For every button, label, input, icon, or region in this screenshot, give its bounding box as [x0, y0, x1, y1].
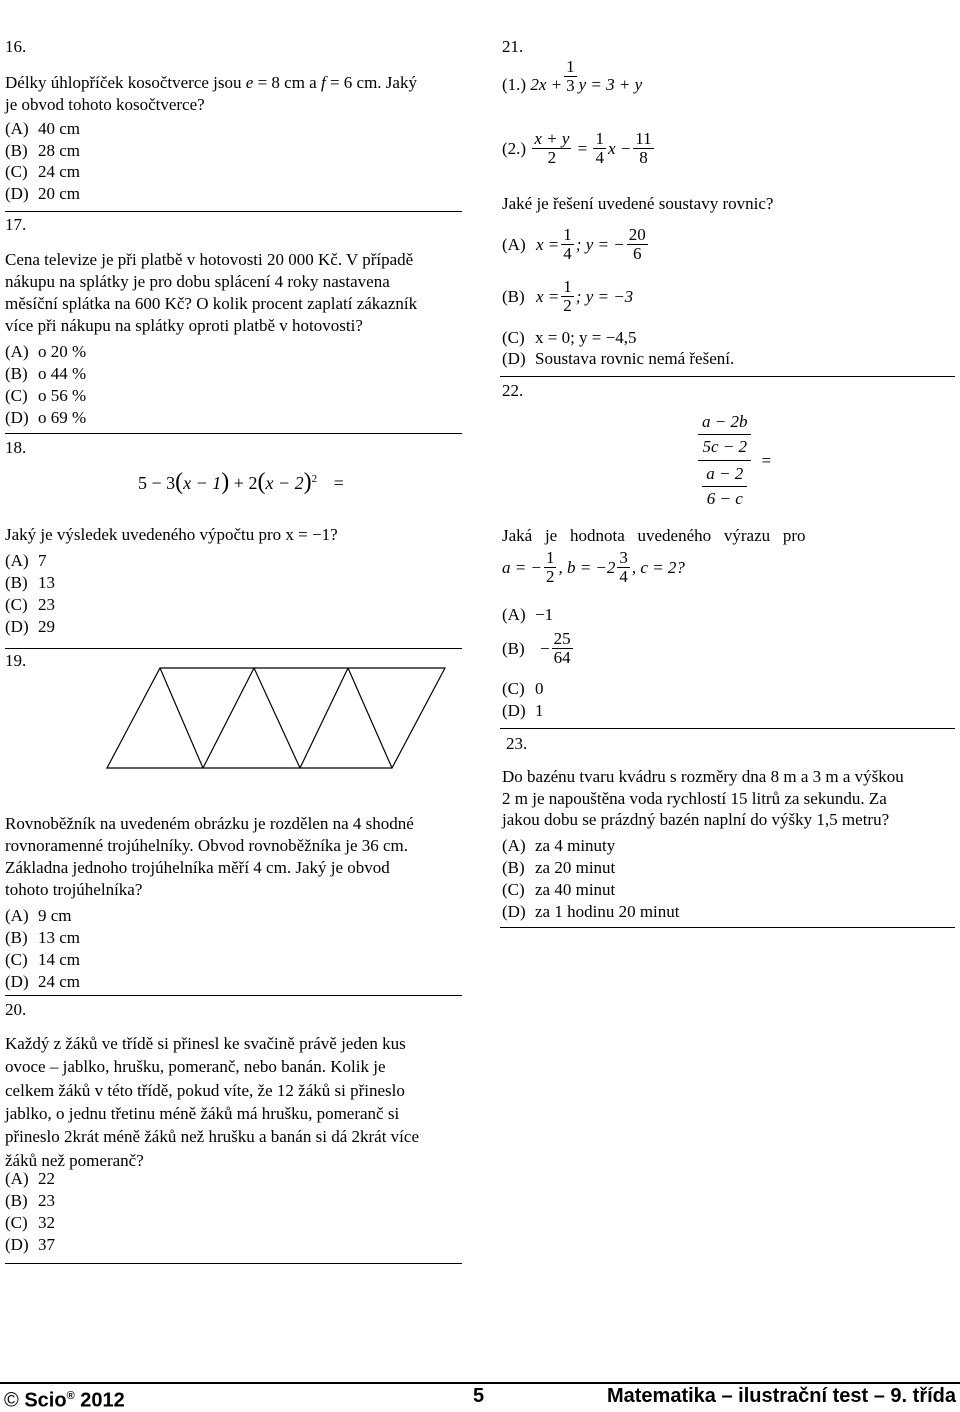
expr-part: x − 1 — [183, 473, 222, 493]
question-16-text-part: Délky úhlopříček kosočtverce jsou — [5, 73, 242, 92]
question-22-question-line1: Jaká je hodnota uvedeného výrazu pro — [502, 526, 806, 545]
complex-frac-top-den: 5c − 2 — [702, 437, 747, 456]
divider — [500, 927, 955, 928]
option-label: (B) — [5, 928, 28, 947]
option-label: (A) — [5, 551, 29, 570]
option-label: (D) — [5, 408, 29, 427]
equation-2 — [502, 130, 656, 167]
option-value: 13 — [38, 573, 55, 592]
option-c — [5, 949, 80, 971]
q-part: , c = 2? — [631, 557, 685, 577]
footer-title: Matematika – ilustrační test – 9. třída — [606, 1385, 956, 1407]
eq-part: y = 3 + y — [578, 75, 643, 94]
question-21-option-c — [502, 327, 637, 349]
frac-num: 1 — [566, 56, 575, 76]
text-line: více při nákupu na splátky oproti platbě v hotovosti? — [5, 316, 363, 335]
equals: = — [761, 450, 772, 470]
option-value: 7 — [38, 551, 47, 570]
expr-part: x − 2 — [265, 473, 304, 493]
divider — [5, 648, 462, 649]
eq-part: 2x + — [530, 75, 563, 94]
question-20-number: 20. — [5, 1000, 27, 1019]
question-23-number: 23. — [506, 734, 528, 753]
divider — [500, 376, 955, 377]
option-label: (D) — [502, 349, 526, 368]
option-label: (A) — [5, 1169, 29, 1188]
text-line: Základna jednoho trojúhelníka měří 4 cm. Jaký je obvod — [5, 858, 390, 877]
text-line: Do bazénu tvaru kvádru s rozměry dna 8 m a 3 m a výškou — [502, 767, 904, 786]
equals: = — [333, 473, 344, 493]
opt-part: x = — [536, 286, 560, 306]
text-line: rovnoramenné trojúhelníky. Obvod rovnoběžníka je 36 cm. — [5, 836, 409, 855]
question-18-number: 18. — [5, 438, 27, 457]
frac-num: 25 — [553, 629, 571, 648]
question-21-number: 21. — [502, 37, 524, 56]
option-label: (A) — [502, 234, 526, 254]
option-value: o 56 % — [38, 386, 87, 405]
option-value: 28 cm — [38, 140, 81, 160]
option-label: (A) — [502, 605, 526, 624]
question-16-eq1: = 8 cm a — [253, 73, 321, 92]
option-a — [502, 835, 615, 857]
option-label: (B) — [5, 140, 28, 160]
opt-part: ; y = −3 — [575, 286, 634, 306]
question-22-option-b — [502, 630, 575, 667]
option-d — [5, 407, 86, 429]
expr-part: + 2 — [229, 473, 258, 493]
option-value: za 20 minut — [535, 858, 616, 877]
question-16-eq2: = 6 cm. Jaký — [325, 73, 417, 92]
copyright-symbol: © — [4, 1389, 19, 1412]
option-value: 24 cm — [38, 162, 81, 181]
text-line: tohoto trojúhelníka? — [5, 880, 143, 899]
var-e: e — [245, 73, 254, 92]
question-16-text-line2: je obvod tohoto kosočtverce? — [5, 95, 205, 114]
frac-den: 6 — [632, 244, 642, 263]
question-22-expression — [698, 410, 771, 511]
frac-den: 2 — [545, 567, 555, 586]
option-c — [5, 594, 55, 616]
question-21-option-a — [502, 226, 650, 263]
option-c — [5, 161, 80, 183]
footer-brand — [4, 1386, 125, 1412]
text-line: Každý z žáků ve třídě si přinesl ke svačině právě jeden kus — [5, 1034, 406, 1053]
question-22-option-a — [502, 604, 553, 626]
option-a — [5, 550, 47, 572]
option-value: 29 — [38, 617, 55, 636]
paren: ) — [221, 469, 230, 495]
option-d — [502, 901, 679, 923]
complex-frac-top-num: a − 2b — [698, 410, 751, 435]
option-value: 32 — [38, 1213, 55, 1232]
option-b — [5, 363, 86, 385]
option-label: (B) — [502, 638, 525, 658]
option-value: 14 cm — [38, 950, 81, 969]
triangle-edge — [254, 668, 300, 768]
option-label: (C) — [5, 386, 28, 405]
opt-part: ; y = − — [575, 234, 625, 254]
expr-part: 5 − 3 — [138, 473, 176, 493]
question-21-option-b — [502, 278, 633, 315]
frac-num: 1 — [563, 277, 572, 296]
frac-den: 3 — [566, 75, 575, 95]
option-label: (C) — [502, 880, 525, 899]
option-value: 9 cm — [38, 906, 72, 925]
option-label: (C) — [502, 328, 525, 347]
option-a — [5, 905, 72, 927]
triangle-edge — [348, 668, 392, 768]
option-d — [5, 183, 80, 205]
option-label: (C) — [5, 595, 28, 614]
option-d — [5, 1234, 55, 1256]
option-d — [5, 616, 55, 638]
option-b — [5, 927, 80, 949]
triangle-edge — [203, 668, 254, 768]
option-label: (D) — [5, 617, 29, 636]
exponent: 2 — [311, 473, 318, 485]
frac-num: 3 — [619, 548, 628, 567]
option-value: 23 — [38, 595, 55, 614]
option-label: (B) — [5, 1191, 28, 1210]
divider — [5, 433, 462, 434]
question-22-option-c — [502, 678, 544, 700]
option-value: 1 — [535, 701, 544, 720]
option-label: (A) — [502, 836, 526, 855]
question-19-number: 19. — [5, 651, 27, 670]
text-line: celkem žáků v této třídě, pokud víte, že 12 žáků si přineslo — [5, 1080, 405, 1100]
frac-den: 8 — [639, 148, 648, 167]
option-label: (C) — [5, 950, 28, 969]
option-value: o 44 % — [38, 364, 87, 383]
question-17-number: 17. — [5, 215, 27, 234]
complex-frac-bot-den: 6 − c — [706, 489, 743, 508]
q-part: , b = −2 — [558, 557, 616, 577]
option-label: (D) — [5, 972, 29, 991]
equation-1 — [502, 56, 643, 96]
option-label: (B) — [5, 364, 28, 383]
option-label: (B) — [5, 573, 28, 592]
divider — [500, 728, 955, 729]
text-line: ovoce – jablko, hrušku, pomeranč, nebo banán. Kolik je — [5, 1057, 386, 1077]
question-22-question-line2 — [502, 549, 685, 586]
frac-den: 4 — [619, 567, 628, 586]
eq-part: x − — [607, 138, 632, 158]
option-value: x = 0; y = −4,5 — [535, 328, 637, 347]
footer-year: 2012 — [80, 1389, 125, 1412]
text-line: Cena televize je při platbě v hotovosti 20 000 Kč. V případě — [5, 250, 414, 269]
option-value: za 40 minut — [535, 880, 616, 899]
frac-num: 20 — [628, 225, 646, 244]
triangle-edge — [160, 668, 203, 768]
parallelogram-outline — [107, 668, 445, 768]
text-line: 2 m je napouštěna voda rychlostí 15 litrů za sekundu. Za — [502, 788, 887, 808]
option-a — [5, 1168, 55, 1190]
frac-den: 2 — [547, 148, 557, 167]
option-c — [5, 385, 86, 407]
option-label: (B) — [502, 286, 525, 306]
opt-part: − — [540, 638, 550, 658]
option-label: (A) — [5, 342, 29, 361]
text-line: měsíční splátka na 600 Kč? O kolik procent zaplatí zákazník — [5, 294, 418, 313]
option-value: za 4 minuty — [535, 836, 616, 855]
option-label: (C) — [5, 1213, 28, 1232]
option-label: (D) — [5, 183, 29, 203]
option-value: Soustava rovnic nemá řešení. — [535, 349, 735, 368]
option-value: −1 — [535, 605, 554, 624]
option-label: (D) — [502, 902, 526, 921]
option-b — [5, 140, 80, 162]
question-16-text-line1 — [5, 72, 417, 94]
page-number: 5 — [473, 1385, 485, 1407]
option-a — [5, 118, 80, 140]
question-18-expression — [138, 469, 344, 495]
frac-num: 1 — [595, 129, 604, 148]
option-value: 23 — [38, 1191, 55, 1210]
text-line: žáků než pomeranč? — [5, 1150, 144, 1170]
question-22-number: 22. — [502, 381, 524, 400]
option-a — [5, 341, 86, 363]
option-value: 24 cm — [38, 972, 81, 991]
frac-num: x + y — [534, 129, 570, 148]
option-value: za 1 hodinu 20 minut — [535, 902, 680, 921]
text-line: Rovnoběžník na uvedeném obrázku je rozdělen na 4 shodné — [5, 814, 414, 833]
option-value: 22 — [38, 1169, 55, 1188]
option-b — [5, 1190, 55, 1212]
frac-num: 1 — [545, 548, 555, 567]
page-footer — [0, 1380, 960, 1411]
option-b — [5, 572, 55, 594]
option-label: (A) — [5, 119, 29, 138]
option-value: o 69 % — [38, 408, 87, 427]
frac-num: 11 — [635, 129, 652, 148]
option-b — [502, 857, 615, 879]
option-value: 0 — [535, 679, 544, 698]
option-label: (D) — [5, 1235, 29, 1254]
option-d — [5, 971, 80, 993]
option-value: 37 — [38, 1235, 55, 1254]
question-18-question: Jaký je výsledek uvedeného výpočtu pro x = −1? — [5, 525, 338, 544]
question-22-option-d — [502, 700, 544, 722]
paren: ) — [303, 469, 312, 495]
var-f: f — [320, 73, 326, 92]
text-line: přineslo 2krát méně žáků než hrušku a banán si dá 2krát více — [5, 1127, 419, 1147]
question-21-question: Jaké je řešení uvedené soustavy rovnic? — [502, 194, 774, 213]
paren: ( — [257, 469, 266, 495]
text-line: jablko, o jednu třetinu méně žáků má hrušku, pomeranč si — [5, 1103, 400, 1123]
option-c — [5, 1212, 55, 1234]
complex-frac-bot-num: a − 2 — [702, 462, 747, 487]
option-value: 40 cm — [38, 119, 81, 138]
divider — [5, 995, 462, 996]
q-part: a = − — [502, 557, 542, 577]
frac-num: 1 — [563, 225, 572, 244]
divider — [5, 211, 462, 212]
frac-den: 2 — [563, 296, 572, 315]
option-value: 20 cm — [38, 183, 81, 203]
frac-den: 4 — [595, 148, 604, 167]
registered-mark: ® — [66, 1390, 75, 1402]
triangle-edge — [300, 668, 348, 768]
question-21-option-d — [502, 348, 734, 370]
parallelogram-figure — [100, 665, 460, 775]
option-label: (B) — [502, 858, 525, 877]
brand-name: Scio — [24, 1389, 67, 1412]
text-line: jakou dobu se prázdný bazén naplní do výšky 1,5 metru? — [502, 810, 890, 829]
option-label: (A) — [5, 906, 29, 925]
paren: ( — [175, 469, 184, 495]
question-16-number: 16. — [5, 37, 27, 56]
option-value: 13 cm — [38, 928, 81, 947]
frac-den: 64 — [553, 648, 571, 667]
text-line: nákupu na splátky je pro dobu splácení 4 roky nastavena — [5, 272, 390, 291]
opt-part: x = — [536, 234, 560, 254]
option-label: (C) — [502, 679, 525, 698]
equals: = — [577, 138, 588, 158]
divider — [5, 1263, 462, 1264]
option-value: o 20 % — [38, 342, 87, 361]
option-label: (C) — [5, 162, 28, 181]
frac-den: 4 — [563, 244, 572, 263]
equation-label: (1.) — [502, 75, 527, 94]
option-c — [502, 879, 615, 901]
equation-label: (2.) — [502, 138, 527, 158]
option-label: (D) — [502, 701, 526, 720]
